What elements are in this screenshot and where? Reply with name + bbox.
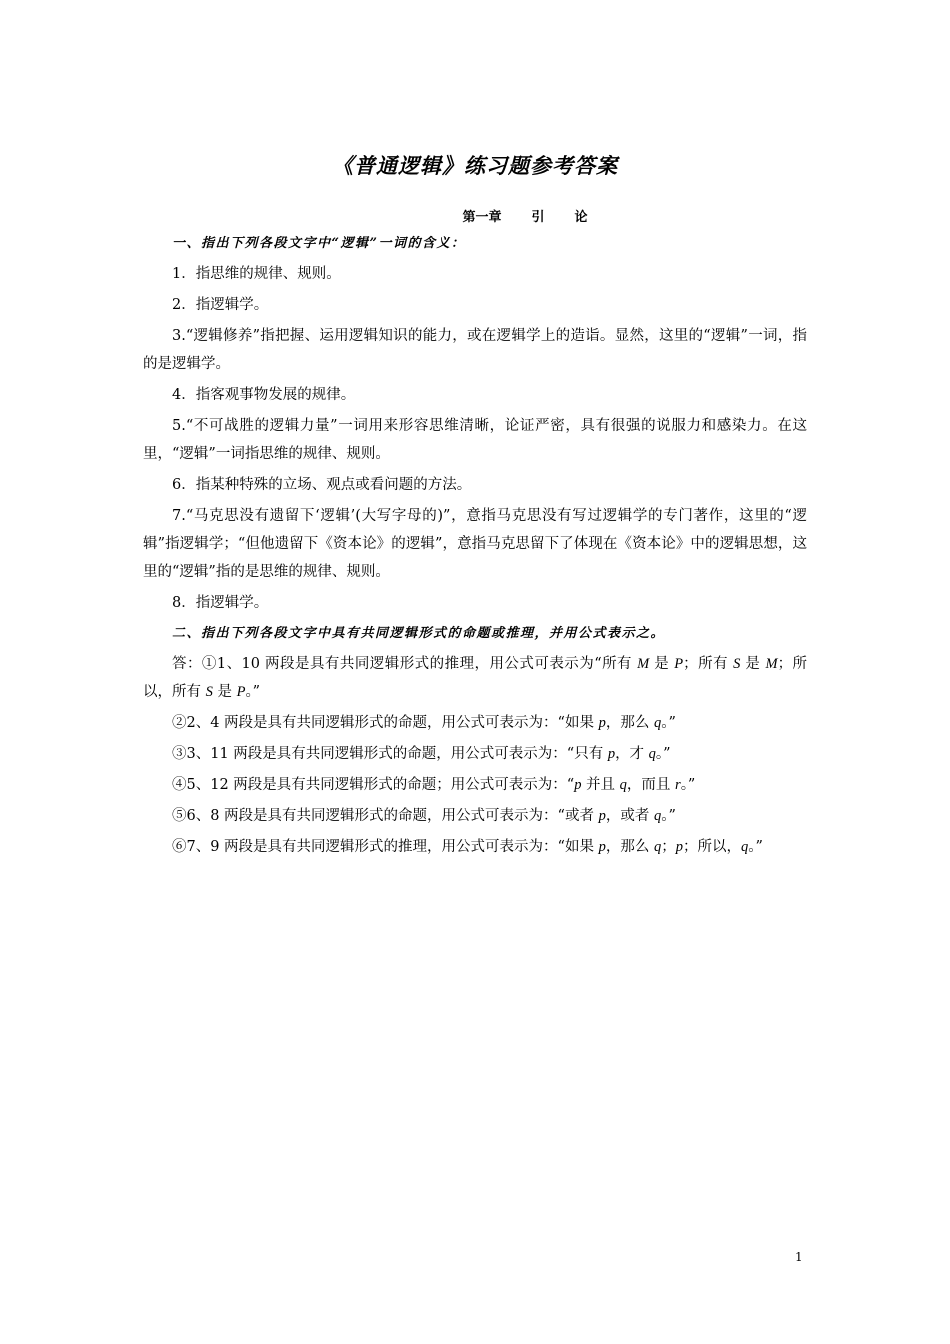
chapter-title-char-1: 引 xyxy=(531,210,545,225)
answer-item: 8．指逻辑学。 xyxy=(172,595,269,611)
document-title: 《普通逻辑》练习题参考答案 xyxy=(332,153,618,178)
answer-item: 5.“不可战胜的逻辑力量”一词用来形容思维清晰，论证严密，具有很强的说服力和感染力。在这里，“逻辑”一词指思维的规律、规则。 xyxy=(143,418,807,462)
chapter-heading xyxy=(0,206,950,225)
answer-item: 4．指客观事物发展的规律。 xyxy=(172,387,356,403)
document-body xyxy=(143,230,807,864)
formula-answer-3: ③3、11 两段是具有共同逻辑形式的命题，用公式可表示为：“只有 p，才 q。” xyxy=(172,746,671,762)
answer-item: 1．指思维的规律、规则。 xyxy=(172,266,341,282)
formula-answer-6: ⑥7、9 两段是具有共同逻辑形式的推理，用公式可表示为：“如果 p，那么 q；p；所以，q。” xyxy=(172,839,763,855)
formula-answer-4: ④5、12 两段是具有共同逻辑形式的命题；用公式可表示为：“p 并且 q，而且 r。” xyxy=(172,777,696,793)
section-2-heading: 二、指出下列各段文字中具有共同逻辑形式的命题或推理，并用公式表示之。 xyxy=(172,626,666,641)
page-number: 1 xyxy=(795,1250,803,1264)
section-1-heading: 一、指出下列各段文字中“逻辑”一词的含义： xyxy=(172,236,466,251)
answer-item: 2．指逻辑学。 xyxy=(172,297,269,313)
chapter-title-char-2: 论 xyxy=(574,210,588,225)
chapter-number: 第一章 xyxy=(462,210,502,225)
answer-item: 7.“马克思没有遗留下‘逻辑’(大写字母的)”，意指马克思没有写过逻辑学的专门著作，这里的“逻辑”指逻辑学；“但他遗留下《资本论》的逻辑”，意指马克思留下了体现在《资本论》中的逻辑思想，这里的“逻辑”指的是思维的规律、规则。 xyxy=(143,508,807,580)
answer-item: 3.“逻辑修养”指把握、运用逻辑知识的能力，或在逻辑学上的造诣。显然，这里的“逻辑”一词，指的是逻辑学。 xyxy=(143,328,807,372)
formula-answer-5: ⑤6、8 两段是具有共同逻辑形式的命题，用公式可表示为：“或者 p，或者 q。” xyxy=(172,808,676,824)
formula-answer-1: 答：①1、10 两段是具有共同逻辑形式的推理，用公式可表示为“所有 M 是 P；所有 S 是 M；所以，所有 S 是 P。” xyxy=(143,656,808,700)
answer-item: 6．指某种特殊的立场、观点或看问题的方法。 xyxy=(172,477,472,493)
formula-answer-2: ②2、4 两段是具有共同逻辑形式的命题，用公式可表示为：“如果 p，那么 q。” xyxy=(172,715,676,731)
